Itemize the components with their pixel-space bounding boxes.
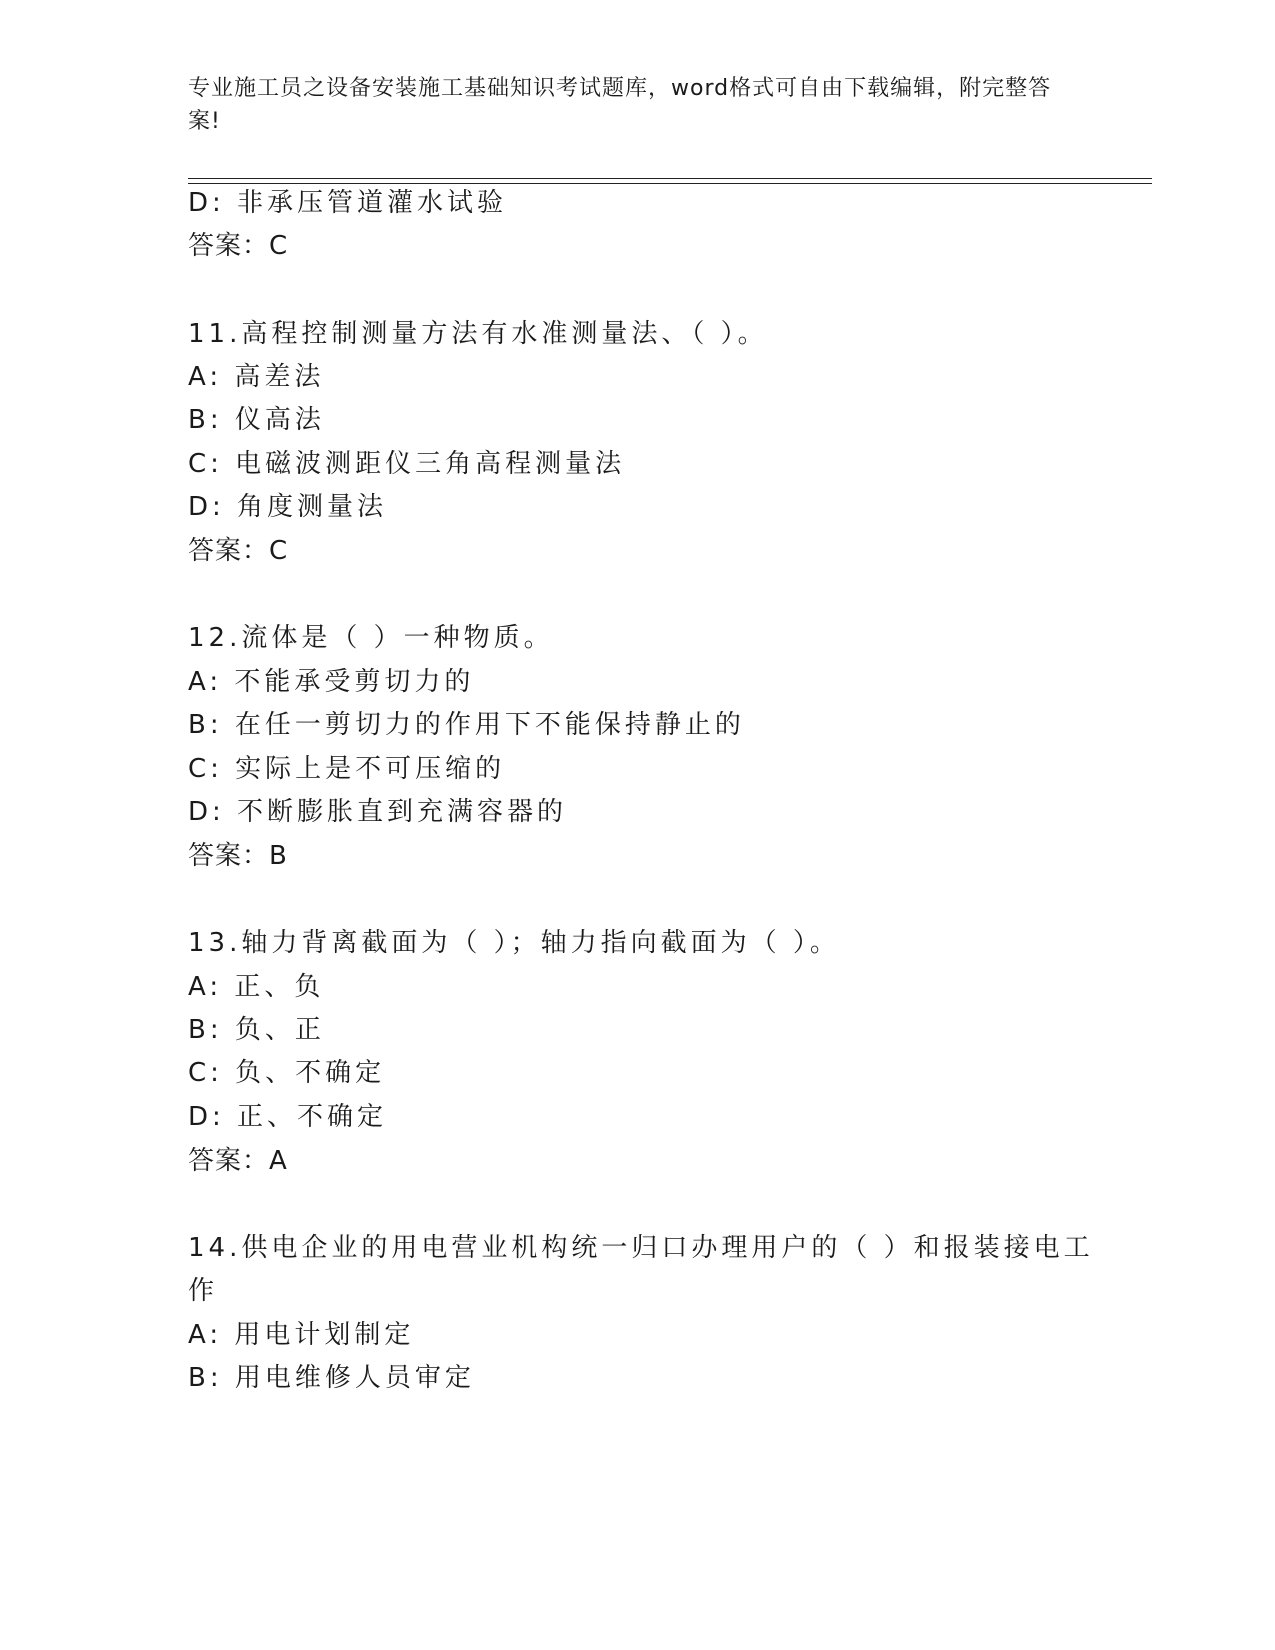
header-divider-top <box>188 178 1152 179</box>
question-11-option-a: A: 高差法 <box>188 362 325 392</box>
question-14-stem-line2: 作 <box>188 1276 219 1306</box>
question-11-option-d: D: 角度测量法 <box>188 492 388 522</box>
question-12-option-b: B: 在任一剪切力的作用下不能保持静止的 <box>188 710 745 740</box>
question-12-option-d: D: 不断膨胀直到充满容器的 <box>188 797 568 827</box>
question-12-answer: 答案：B <box>188 841 288 871</box>
question-12-option-c: C: 实际上是不可压缩的 <box>188 754 506 784</box>
question-13-answer: 答案：A <box>188 1146 288 1176</box>
question-11-option-b: B: 仪高法 <box>188 405 325 435</box>
question-13-option-c: C: 负、不确定 <box>188 1058 386 1088</box>
question-12-stem: 12.流体是（ ）一种物质。 <box>188 623 554 653</box>
question-14-option-b: B: 用电维修人员审定 <box>188 1363 475 1393</box>
question-13-option-b: B: 负、正 <box>188 1015 325 1045</box>
question-11-option-c: C: 电磁波测距仪三角高程测量法 <box>188 449 626 479</box>
question-14-stem-line1: 14.供电企业的用电营业机构统一归口办理用户的（ ）和报装接电工 <box>188 1233 1094 1263</box>
question-12-option-a: A: 不能承受剪切力的 <box>188 667 475 697</box>
document-intro: 专业施工员之设备安装施工基础知识考试题库，word格式可自由下载编辑，附完整答案! <box>188 76 1052 134</box>
question-13-stem: 13.轴力背离截面为（ ）；轴力指向截面为（ ）。 <box>188 928 840 958</box>
question-14-option-a: A: 用电计划制定 <box>188 1320 415 1350</box>
prev-question-option-d: D: 非承压管道灌水试验 <box>188 188 508 218</box>
question-11-stem: 11.高程控制测量方法有水准测量法、（ ）。 <box>188 319 768 349</box>
header-divider-bottom <box>188 183 1152 184</box>
question-11-answer: 答案：C <box>188 536 289 566</box>
prev-question-answer: 答案：C <box>188 231 289 261</box>
question-13-option-d: D: 正、不确定 <box>188 1102 388 1132</box>
question-13-option-a: A: 正、负 <box>188 972 325 1002</box>
